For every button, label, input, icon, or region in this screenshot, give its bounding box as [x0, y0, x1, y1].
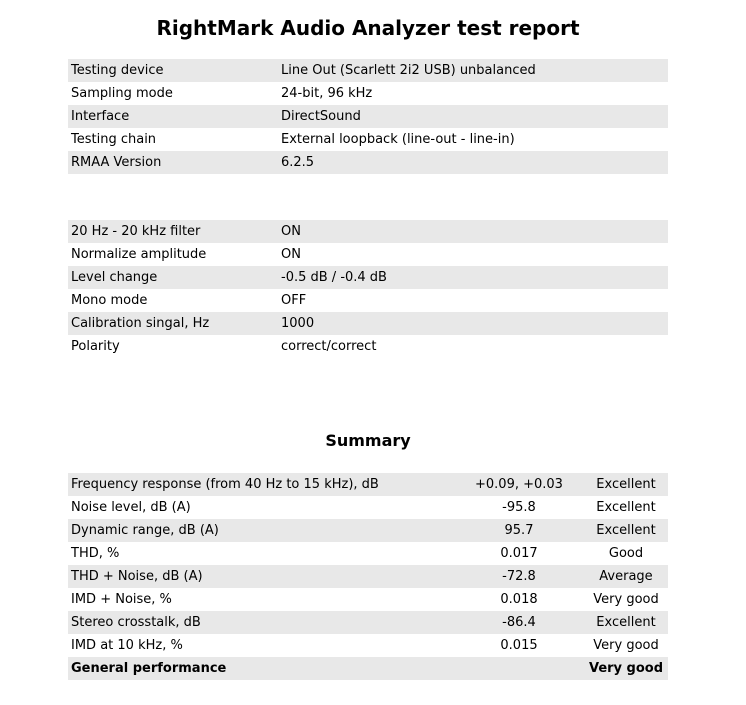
table-row: [68, 542, 668, 565]
summary-value: 95.7: [454, 519, 584, 542]
setting-value: OFF: [281, 293, 307, 308]
table-row: [68, 243, 668, 266]
summary-rating: Excellent: [584, 519, 668, 542]
summary-value: 0.017: [500, 546, 538, 561]
table-row: [68, 519, 668, 542]
info-value: DirectSound: [278, 105, 668, 128]
summary-value: 0.015: [500, 638, 538, 653]
info-label: Testing device: [68, 59, 278, 82]
setting-label: Level change: [68, 266, 278, 289]
info-label: Interface: [68, 105, 278, 128]
table-row: [68, 82, 668, 105]
info-value: 24-bit, 96 kHz: [281, 86, 373, 101]
table-row: [68, 565, 668, 588]
setting-value: -0.5 dB / -0.4 dB: [278, 266, 668, 289]
summary-metric: THD + Noise, dB (A): [68, 565, 454, 588]
table-row: [68, 588, 668, 611]
table-row: [68, 611, 668, 634]
table-row: [68, 266, 668, 289]
table-row: [68, 634, 668, 657]
summary-table: [68, 473, 668, 680]
summary-heading: Summary: [325, 431, 411, 450]
setting-value: ON: [278, 220, 668, 243]
info-label: Testing chain: [71, 132, 157, 147]
device-info-table: [68, 59, 668, 174]
summary-value: -86.4: [454, 611, 584, 634]
summary-value: -95.8: [502, 500, 536, 515]
table-row: [68, 312, 668, 335]
summary-rating: Good: [608, 546, 644, 561]
info-value: External loopback (line-out - line-in): [281, 132, 515, 147]
table-row: [68, 496, 668, 519]
info-label: RMAA Version: [68, 151, 278, 174]
table-row: [68, 289, 668, 312]
info-value: Line Out (Scarlett 2i2 USB) unbalanced: [278, 59, 668, 82]
table-row: [68, 105, 668, 128]
setting-value: ON: [281, 247, 301, 262]
table-row: [68, 59, 668, 82]
summary-rating: Very good: [593, 592, 659, 607]
summary-value: -72.8: [454, 565, 584, 588]
table-row: [68, 473, 668, 496]
general-performance-label: General performance: [68, 657, 454, 680]
table-row: [68, 151, 668, 174]
setting-label: Mono mode: [71, 293, 148, 308]
summary-metric: Noise level, dB (A): [71, 500, 191, 515]
summary-value: 0.018: [500, 592, 538, 607]
setting-label: Calibration singal, Hz: [68, 312, 278, 335]
summary-metric: THD, %: [71, 546, 120, 561]
general-performance-row: [68, 657, 668, 680]
setting-value: 1000: [278, 312, 668, 335]
summary-rating: Excellent: [596, 500, 656, 515]
table-row: [68, 128, 668, 151]
summary-rating: Average: [584, 565, 668, 588]
setting-label: Normalize amplitude: [71, 247, 207, 262]
setting-label: Polarity: [71, 339, 120, 354]
summary-rating: Excellent: [584, 473, 668, 496]
info-value: 6.2.5: [278, 151, 668, 174]
summary-metric: Stereo crosstalk, dB: [68, 611, 454, 634]
info-label: Sampling mode: [71, 86, 173, 101]
test-settings-table: [68, 220, 668, 358]
summary-value-empty: [454, 657, 584, 680]
summary-metric: IMD + Noise, %: [71, 592, 172, 607]
summary-rating: Excellent: [584, 611, 668, 634]
summary-metric: Dynamic range, dB (A): [68, 519, 454, 542]
summary-value: +0.09, +0.03: [454, 473, 584, 496]
summary-rating: Very good: [593, 638, 659, 653]
general-performance-rating: Very good: [584, 657, 668, 680]
summary-metric: IMD at 10 kHz, %: [71, 638, 183, 653]
report-title: RightMark Audio Analyzer test report: [156, 16, 580, 40]
setting-label: 20 Hz - 20 kHz filter: [68, 220, 278, 243]
setting-value: correct/correct: [281, 339, 377, 354]
summary-metric: Frequency response (from 40 Hz to 15 kHz), dB: [68, 473, 454, 496]
table-row: [68, 220, 668, 243]
table-row: [68, 335, 668, 358]
